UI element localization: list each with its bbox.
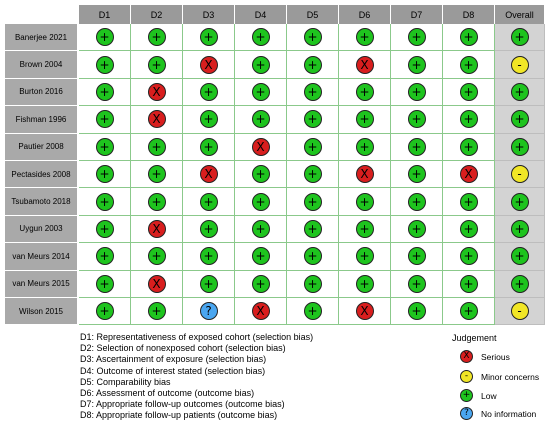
low-judgement-icon: + — [252, 83, 270, 101]
low-judgement-icon: + — [252, 193, 270, 211]
rating-cell — [235, 161, 287, 188]
study-label: Uygun 2003 — [5, 216, 77, 243]
legend-title: Judgement — [452, 333, 497, 343]
column-header-d8: D8 — [443, 5, 495, 25]
rating-cell — [339, 188, 391, 215]
rating-cell — [235, 24, 287, 51]
low-judgement-icon: + — [356, 110, 374, 128]
rating-cell — [79, 243, 131, 270]
study-label: van Meurs 2015 — [5, 271, 77, 298]
low-judgement-icon: + — [356, 275, 374, 293]
study-label: Burton 2016 — [5, 79, 77, 106]
serious-judgement-icon: X — [252, 138, 270, 156]
low-judgement-icon: + — [408, 220, 426, 238]
study-label: Pectasides 2008 — [5, 161, 77, 188]
rating-cell — [391, 161, 443, 188]
study-label: Banerjee 2021 — [5, 24, 77, 51]
rating-cell — [339, 134, 391, 161]
rating-cell — [287, 161, 339, 188]
low-judgement-icon: + — [356, 28, 374, 46]
rating-cell — [79, 216, 131, 243]
rating-cell — [495, 134, 545, 161]
legend-label: Low — [481, 390, 497, 401]
rating-cell — [79, 106, 131, 133]
low-judgement-icon: + — [511, 28, 529, 46]
rating-cell — [235, 79, 287, 106]
low-judgement-icon: + — [460, 247, 478, 265]
low-judgement-icon: + — [511, 83, 529, 101]
rating-cell — [79, 271, 131, 298]
low-judgement-icon: + — [200, 28, 218, 46]
rating-cell — [443, 271, 495, 298]
low-judgement-icon: + — [408, 56, 426, 74]
minor-judgement-icon: - — [511, 56, 529, 74]
low-judgement-icon: + — [304, 28, 322, 46]
low-judgement-icon: + — [356, 138, 374, 156]
low-judgement-icon: + — [460, 83, 478, 101]
low-judgement-icon: + — [96, 110, 114, 128]
low-judgement-icon: + — [511, 275, 529, 293]
minor-judgement-icon: - — [511, 302, 529, 320]
low-judgement-icon: + — [252, 275, 270, 293]
domain-key — [80, 332, 313, 422]
low-judgement-icon: + — [408, 165, 426, 183]
rating-cell — [287, 24, 339, 51]
rating-cell — [183, 106, 235, 133]
rating-cell — [131, 216, 183, 243]
rating-cell — [287, 216, 339, 243]
low-judgement-icon: + — [304, 302, 322, 320]
low-judgement-icon: + — [148, 165, 166, 183]
low-judgement-icon: + — [96, 193, 114, 211]
noinfo-legend-icon: ? — [460, 407, 473, 420]
low-judgement-icon: + — [96, 56, 114, 74]
low-judgement-icon: + — [200, 247, 218, 265]
serious-judgement-icon: X — [252, 302, 270, 320]
rating-cell — [79, 134, 131, 161]
rating-cell — [183, 51, 235, 78]
rating-cell — [183, 188, 235, 215]
low-judgement-icon: + — [356, 247, 374, 265]
rating-cell — [495, 161, 545, 188]
rating-cell — [443, 79, 495, 106]
domain-definition: D3: Ascertainment of exposure (selection bias) — [80, 354, 267, 365]
low-judgement-icon: + — [252, 28, 270, 46]
rating-cell — [391, 216, 443, 243]
rating-cell — [131, 79, 183, 106]
low-judgement-icon: + — [460, 302, 478, 320]
low-judgement-icon: + — [200, 83, 218, 101]
serious-judgement-icon: X — [200, 165, 218, 183]
rating-cell — [183, 24, 235, 51]
rating-cell — [443, 106, 495, 133]
study-label: Tsubamoto 2018 — [5, 188, 77, 215]
low-judgement-icon: + — [460, 56, 478, 74]
rating-cell — [287, 106, 339, 133]
low-judgement-icon: + — [304, 275, 322, 293]
low-judgement-icon: + — [460, 275, 478, 293]
rating-cell — [235, 243, 287, 270]
serious-judgement-icon: X — [148, 110, 166, 128]
rating-cell — [495, 188, 545, 215]
domain-definition: D2: Selection of nonexposed cohort (selection bias) — [80, 343, 286, 354]
rating-cell — [443, 51, 495, 78]
rating-cell — [79, 79, 131, 106]
rating-cell — [235, 51, 287, 78]
low-judgement-icon: + — [304, 165, 322, 183]
rating-cell — [183, 298, 235, 325]
rating-cell — [391, 188, 443, 215]
rating-cell — [235, 188, 287, 215]
rating-cell — [443, 134, 495, 161]
low-judgement-icon: + — [304, 138, 322, 156]
legend-label: Serious — [481, 351, 510, 362]
low-judgement-icon: + — [304, 83, 322, 101]
low-judgement-icon: + — [96, 275, 114, 293]
domain-definition: D1: Representativeness of exposed cohort (selection bias) — [80, 332, 314, 342]
low-judgement-icon: + — [96, 83, 114, 101]
rating-cell — [391, 51, 443, 78]
rating-cell — [495, 243, 545, 270]
rating-cell — [131, 243, 183, 270]
low-judgement-icon: + — [356, 83, 374, 101]
rating-cell — [235, 271, 287, 298]
low-judgement-icon: + — [252, 165, 270, 183]
rating-cell — [495, 298, 545, 325]
low-judgement-icon: + — [408, 302, 426, 320]
rating-cell — [391, 106, 443, 133]
serious-judgement-icon: X — [148, 83, 166, 101]
rating-cell — [443, 216, 495, 243]
low-judgement-icon: + — [511, 138, 529, 156]
rating-cell — [391, 271, 443, 298]
rating-cell — [443, 243, 495, 270]
low-judgement-icon: + — [460, 220, 478, 238]
rating-cell — [495, 79, 545, 106]
rating-cell — [287, 243, 339, 270]
study-label: Wilson 2015 — [5, 298, 77, 325]
low-judgement-icon: + — [96, 220, 114, 238]
serious-judgement-icon: X — [356, 302, 374, 320]
study-label: van Meurs 2014 — [5, 243, 77, 270]
rating-cell — [287, 79, 339, 106]
rating-cell — [339, 51, 391, 78]
low-judgement-icon: + — [252, 56, 270, 74]
column-header-d2: D2 — [131, 5, 183, 25]
low-judgement-icon: + — [96, 247, 114, 265]
low-judgement-icon: + — [511, 193, 529, 211]
study-label: Fishman 1996 — [5, 106, 77, 133]
rating-cell — [131, 271, 183, 298]
low-judgement-icon: + — [304, 193, 322, 211]
rating-cell — [495, 271, 545, 298]
low-judgement-icon: + — [96, 302, 114, 320]
legend-label: Minor concerns — [481, 371, 540, 382]
domain-definition: D8: Appropriate follow-up patients (outcome bias) — [80, 410, 278, 421]
low-judgement-icon: + — [511, 110, 529, 128]
column-header-d1: D1 — [79, 5, 131, 25]
study-label: Brown 2004 — [5, 51, 77, 78]
rating-cell — [183, 271, 235, 298]
low-judgement-icon: + — [96, 28, 114, 46]
rating-cell — [495, 24, 545, 51]
rating-cell — [339, 79, 391, 106]
rating-cell — [183, 161, 235, 188]
rating-cell — [443, 188, 495, 215]
rating-cell — [287, 271, 339, 298]
rating-cell — [131, 188, 183, 215]
domain-definition: D7: Appropriate follow-up outcomes (outcome bias) — [80, 399, 285, 410]
low-judgement-icon: + — [148, 28, 166, 46]
serious-judgement-icon: X — [200, 56, 218, 74]
rating-cell — [339, 216, 391, 243]
low-judgement-icon: + — [304, 56, 322, 74]
low-judgement-icon: + — [148, 302, 166, 320]
rating-cell — [235, 216, 287, 243]
rating-cell — [443, 298, 495, 325]
low-judgement-icon: + — [96, 138, 114, 156]
legend-item-serious — [460, 350, 510, 363]
column-header-d3: D3 — [183, 5, 235, 25]
low-judgement-icon: + — [408, 247, 426, 265]
low-judgement-icon: + — [304, 110, 322, 128]
serious-judgement-icon: X — [356, 165, 374, 183]
low-judgement-icon: + — [200, 110, 218, 128]
rating-cell — [391, 298, 443, 325]
rating-cell — [183, 79, 235, 106]
rating-cell — [131, 24, 183, 51]
rating-cell — [287, 298, 339, 325]
low-judgement-icon: + — [304, 220, 322, 238]
low-judgement-icon: + — [511, 247, 529, 265]
low-judgement-icon: + — [148, 247, 166, 265]
low-judgement-icon: + — [252, 220, 270, 238]
legend-item-minor — [460, 370, 539, 383]
serious-judgement-icon: X — [356, 56, 374, 74]
serious-judgement-icon: X — [148, 220, 166, 238]
rating-cell — [235, 106, 287, 133]
rating-cell — [131, 51, 183, 78]
low-judgement-icon: + — [408, 28, 426, 46]
low-judgement-icon: + — [356, 220, 374, 238]
rating-cell — [495, 216, 545, 243]
noinfo-judgement-icon: ? — [200, 302, 218, 320]
low-judgement-icon: + — [304, 247, 322, 265]
low-judgement-icon: + — [200, 275, 218, 293]
low-judgement-icon: + — [460, 193, 478, 211]
column-header-d6: D6 — [339, 5, 391, 25]
low-judgement-icon: + — [408, 83, 426, 101]
legend-item-low — [460, 389, 497, 402]
rating-cell — [391, 134, 443, 161]
low-judgement-icon: + — [356, 193, 374, 211]
domain-definition: D4: Outcome of interest stated (selection bias) — [80, 365, 266, 376]
domain-definition: D6: Assessment of outcome (outcome bias) — [80, 388, 255, 399]
rating-cell — [339, 298, 391, 325]
column-header-overall: Overall — [495, 5, 545, 25]
rating-cell — [443, 24, 495, 51]
low-judgement-icon: + — [200, 220, 218, 238]
rating-cell — [131, 298, 183, 325]
rating-cell — [287, 51, 339, 78]
serious-judgement-icon: X — [460, 165, 478, 183]
rating-cell — [443, 161, 495, 188]
low-judgement-icon: + — [460, 28, 478, 46]
column-header-d4: D4 — [235, 5, 287, 25]
low-judgement-icon: + — [460, 138, 478, 156]
rating-cell — [391, 243, 443, 270]
column-header-d5: D5 — [287, 5, 339, 25]
serious-judgement-icon: X — [148, 275, 166, 293]
rating-cell — [235, 298, 287, 325]
low-judgement-icon: + — [408, 138, 426, 156]
rating-cell — [79, 51, 131, 78]
column-header-d7: D7 — [391, 5, 443, 25]
rating-cell — [339, 271, 391, 298]
rating-cell — [79, 298, 131, 325]
study-label: Pautier 2008 — [5, 134, 77, 161]
rating-cell — [339, 243, 391, 270]
legend-label: No information — [481, 408, 537, 419]
minor-judgement-icon: - — [511, 165, 529, 183]
rating-cell — [339, 106, 391, 133]
low-judgement-icon: + — [148, 56, 166, 74]
rating-cell — [131, 161, 183, 188]
rating-cell — [495, 51, 545, 78]
rating-cell — [79, 161, 131, 188]
low-judgement-icon: + — [408, 110, 426, 128]
rating-cell — [287, 134, 339, 161]
low-judgement-icon: + — [200, 138, 218, 156]
rating-cell — [391, 79, 443, 106]
low-judgement-icon: + — [511, 220, 529, 238]
rating-cell — [79, 188, 131, 215]
rating-cell — [287, 188, 339, 215]
rating-cell — [495, 106, 545, 133]
rating-cell — [183, 134, 235, 161]
low-judgement-icon: + — [460, 110, 478, 128]
low-judgement-icon: + — [252, 247, 270, 265]
rating-cell — [391, 24, 443, 51]
low-judgement-icon: + — [408, 275, 426, 293]
serious-legend-icon: X — [460, 350, 473, 363]
rating-cell — [235, 134, 287, 161]
rating-cell — [339, 24, 391, 51]
rating-cell — [183, 243, 235, 270]
domain-definition: D5: Comparability bias — [80, 376, 171, 387]
low-legend-icon: + — [460, 389, 473, 402]
rating-cell — [79, 24, 131, 51]
rating-cell — [131, 106, 183, 133]
rating-cell — [131, 134, 183, 161]
legend-item-noinfo — [460, 407, 536, 420]
rating-cell — [183, 216, 235, 243]
low-judgement-icon: + — [252, 110, 270, 128]
rating-cell — [339, 161, 391, 188]
low-judgement-icon: + — [148, 193, 166, 211]
low-judgement-icon: + — [408, 193, 426, 211]
low-judgement-icon: + — [96, 165, 114, 183]
low-judgement-icon: + — [200, 193, 218, 211]
low-judgement-icon: + — [148, 138, 166, 156]
minor-legend-icon: - — [460, 370, 473, 383]
